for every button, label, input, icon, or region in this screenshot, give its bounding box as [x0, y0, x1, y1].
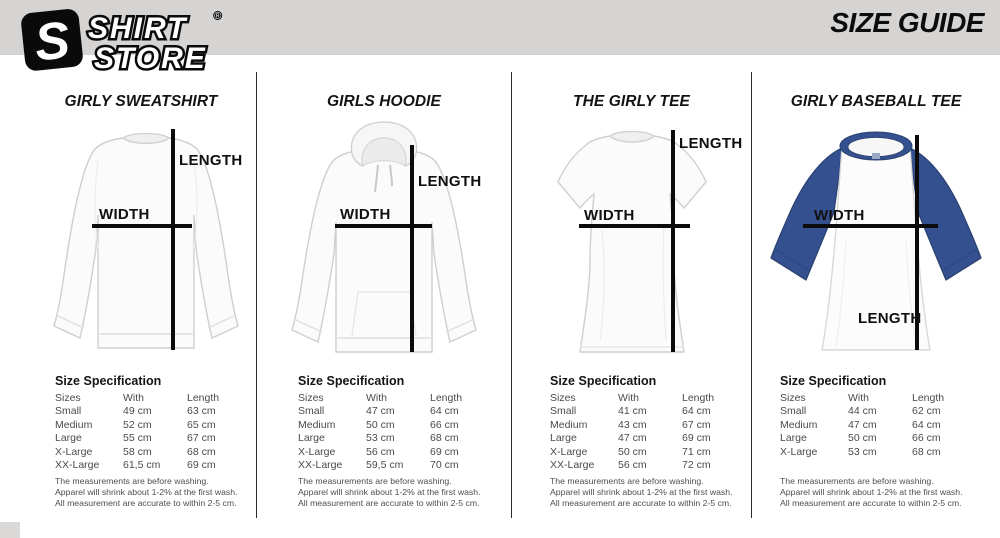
length-value: 62 cm	[912, 405, 941, 418]
product-title: THE GIRLY TEE	[573, 93, 690, 110]
width-value: 52 cm	[123, 418, 152, 431]
product-title: GIRLY SWEATSHIRT	[64, 93, 218, 110]
width-value: 55 cm	[123, 432, 152, 445]
product-columns	[0, 72, 1000, 518]
size-name: X-Large	[298, 445, 336, 458]
size-row	[550, 446, 714, 459]
table-header-row	[550, 392, 714, 405]
table-rows	[298, 405, 462, 472]
width-value: 47 cm	[618, 432, 647, 445]
size-name: Small	[780, 405, 807, 418]
note-line: Apparel will shrink about 1-2% at the first wash.	[298, 486, 481, 497]
table-rows	[55, 405, 219, 472]
size-name: XX-Large	[550, 459, 595, 472]
logo-monogram: S	[31, 11, 73, 73]
header-bar	[0, 0, 1000, 75]
note-line: All measurement are accurate to within 2-5 cm.	[780, 497, 962, 508]
note-line: The measurements are before washing.	[780, 476, 934, 486]
size-specification-table	[780, 374, 944, 459]
size-row	[298, 432, 462, 445]
size-row	[55, 405, 219, 418]
col-header-width: With	[366, 392, 387, 404]
note-line: The measurements are before washing.	[298, 476, 452, 486]
width-value: 53 cm	[366, 432, 395, 445]
washing-note	[780, 476, 963, 509]
length-value: 68 cm	[912, 445, 941, 458]
garment-illustration	[257, 120, 511, 368]
width-value: 43 cm	[618, 418, 647, 431]
shirt-store-logo	[14, 2, 264, 82]
length-value: 67 cm	[187, 432, 216, 445]
washing-note	[298, 476, 481, 509]
width-value: 49 cm	[123, 405, 152, 418]
col-header-length: Length	[682, 392, 715, 404]
right-sleeve	[910, 148, 981, 280]
col-header-length: Length	[187, 392, 220, 404]
sweatshirt-illustration	[36, 120, 256, 368]
size-name: Medium	[55, 418, 93, 431]
length-value: 69 cm	[682, 432, 711, 445]
width-value: 44 cm	[848, 405, 877, 418]
col-header-sizes: Sizes	[298, 392, 324, 404]
note-line: Apparel will shrink about 1-2% at the first wash.	[780, 486, 963, 497]
table-rows	[550, 405, 714, 472]
size-name: X-Large	[55, 445, 93, 458]
size-row	[55, 432, 219, 445]
col-header-sizes: Sizes	[550, 392, 576, 404]
size-row	[298, 446, 462, 459]
length-label: LENGTH	[678, 135, 742, 152]
size-name: Medium	[780, 418, 818, 431]
note-line: The measurements are before washing.	[550, 476, 704, 486]
col-header-width: With	[123, 392, 144, 404]
size-specification-table	[550, 374, 714, 472]
col-header-sizes: Sizes	[55, 392, 81, 404]
spec-heading: Size Specification	[298, 374, 405, 388]
length-value: 66 cm	[430, 418, 459, 431]
col-header-sizes: Sizes	[780, 392, 806, 404]
size-name: Medium	[298, 418, 336, 431]
length-label: LENGTH	[179, 152, 243, 169]
size-row	[298, 405, 462, 418]
note-line: All measurement are accurate to within 2-5 cm.	[550, 497, 732, 508]
col-header-width: With	[618, 392, 639, 404]
garment-illustration	[0, 120, 256, 368]
spec-heading: Size Specification	[55, 374, 162, 388]
tee-collar	[610, 132, 654, 143]
width-label: WIDTH	[340, 206, 391, 223]
size-name: X-Large	[550, 445, 588, 458]
washing-note	[550, 476, 733, 509]
size-row	[55, 419, 219, 432]
size-row	[780, 419, 944, 432]
table-rows	[780, 405, 944, 459]
width-value: 59,5 cm	[366, 459, 404, 472]
size-row	[550, 405, 714, 418]
size-specification-table	[298, 374, 462, 472]
washing-note	[55, 476, 238, 509]
length-value: 66 cm	[912, 432, 941, 445]
size-row	[298, 459, 462, 472]
width-value: 50 cm	[618, 445, 647, 458]
product-column	[257, 72, 512, 518]
width-value: 50 cm	[848, 432, 877, 445]
length-value: 69 cm	[187, 459, 216, 472]
note-line: All measurement are accurate to within 2-5 cm.	[298, 497, 480, 508]
length-value: 67 cm	[682, 418, 711, 431]
length-value: 64 cm	[682, 405, 711, 418]
width-value: 41 cm	[618, 405, 647, 418]
width-value: 53 cm	[848, 445, 877, 458]
product-title: GIRLS HOODIE	[326, 93, 441, 110]
length-value: 72 cm	[682, 459, 711, 472]
size-name: XX-Large	[55, 459, 100, 472]
size-name: Large	[550, 432, 577, 445]
sweatshirt-body	[54, 138, 238, 348]
note-line: Apparel will shrink about 1-2% at the first wash.	[550, 486, 733, 497]
length-value: 70 cm	[430, 459, 459, 472]
product-column	[752, 72, 1000, 518]
width-value: 61,5 cm	[123, 459, 161, 472]
size-row	[780, 446, 944, 459]
length-value: 69 cm	[430, 445, 459, 458]
size-row	[780, 405, 944, 418]
length-value: 71 cm	[682, 445, 711, 458]
registered-mark: ®	[214, 11, 222, 22]
size-name: Small	[550, 405, 577, 418]
width-value: 47 cm	[366, 405, 395, 418]
size-row	[550, 419, 714, 432]
size-name: XX-Large	[298, 459, 343, 472]
length-value: 64 cm	[912, 418, 941, 431]
size-name: Large	[55, 432, 82, 445]
tee-illustration	[522, 120, 742, 368]
length-value: 64 cm	[430, 405, 459, 418]
length-label: LENGTH	[418, 173, 482, 190]
size-row	[55, 446, 219, 459]
size-row	[550, 432, 714, 445]
width-value: 56 cm	[366, 445, 395, 458]
table-header-row	[55, 392, 219, 405]
length-value: 68 cm	[187, 445, 216, 458]
baseball-tee-illustration	[766, 120, 986, 368]
logo-word-shirt: SHIRT	[88, 12, 188, 45]
garment-illustration	[752, 120, 1000, 368]
scroll-corner	[0, 522, 20, 538]
width-value: 56 cm	[618, 459, 647, 472]
width-value: 50 cm	[366, 418, 395, 431]
col-header-width: With	[848, 392, 869, 404]
size-row	[55, 459, 219, 472]
size-row	[550, 459, 714, 472]
size-name: X-Large	[780, 445, 818, 458]
col-header-length: Length	[912, 392, 945, 404]
note-line: The measurements are before washing.	[55, 476, 209, 486]
note-line: Apparel will shrink about 1-2% at the first wash.	[55, 486, 238, 497]
width-value: 47 cm	[848, 418, 877, 431]
page-title: SIZE GUIDE	[830, 7, 984, 38]
size-name: Large	[298, 432, 325, 445]
product-column	[0, 72, 257, 518]
garment-illustration	[512, 120, 751, 368]
tee-body	[558, 136, 706, 352]
sweatshirt-collar	[123, 134, 169, 144]
spec-heading: Size Specification	[550, 374, 657, 388]
hoodie-illustration	[274, 120, 494, 368]
size-specification-table	[55, 374, 219, 472]
length-value: 65 cm	[187, 418, 216, 431]
size-name: Small	[298, 405, 325, 418]
size-row	[780, 432, 944, 445]
length-label: LENGTH	[858, 310, 922, 327]
table-header-row	[298, 392, 462, 405]
note-line: All measurement are accurate to within 2-5 cm.	[55, 497, 237, 508]
size-name: Small	[55, 405, 82, 418]
table-header-row	[780, 392, 944, 405]
size-name: Large	[780, 432, 807, 445]
length-value: 68 cm	[430, 432, 459, 445]
collar-size-tab	[872, 153, 880, 159]
product-column	[512, 72, 752, 518]
product-title: GIRLY BASEBALL TEE	[790, 93, 962, 110]
width-label: WIDTH	[99, 206, 150, 223]
col-header-length: Length	[430, 392, 463, 404]
width-label: WIDTH	[583, 207, 635, 224]
width-label: WIDTH	[814, 207, 865, 224]
spec-heading: Size Specification	[780, 374, 887, 388]
size-row	[298, 419, 462, 432]
width-value: 58 cm	[123, 445, 152, 458]
size-name: Medium	[550, 418, 588, 431]
length-value: 63 cm	[187, 405, 216, 418]
logo-word-store: STORE	[94, 42, 207, 75]
